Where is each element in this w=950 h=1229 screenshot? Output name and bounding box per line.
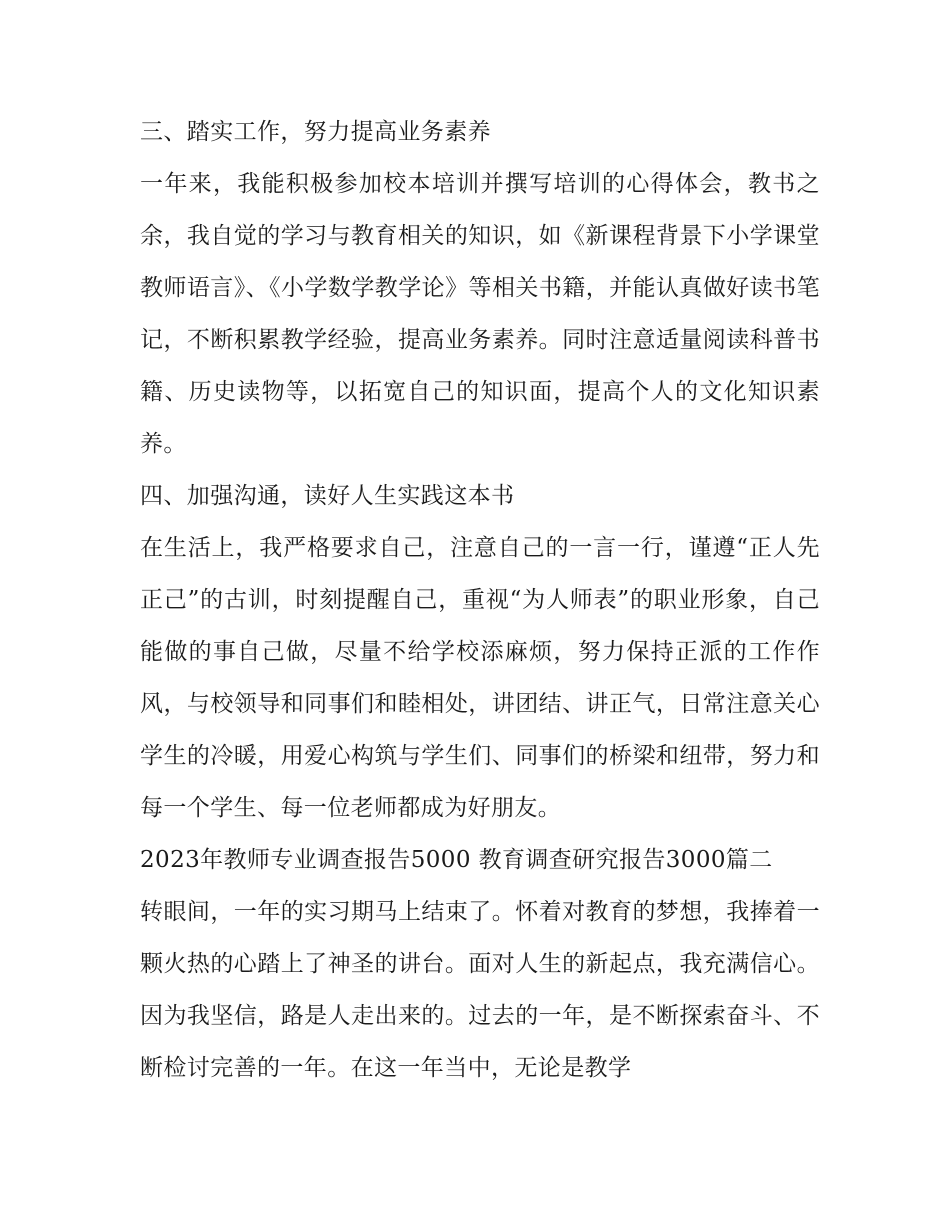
section-heading-3: 三、踏实工作，努力提高业务素养 [140, 119, 491, 145]
document-body [140, 106, 820, 1094]
paragraph-professional-study: 一年来，我能积极参加校本培训并撰写培训的心得体会，教书之余，我自觉的学习与教育相关的知识，如《新课程背景下小学课堂教师语言》、《小学数学教学论》等相关书籍，并能认真做好读书笔记，不断积累教学经验，提高业务素养。同时注意适量阅读科普书籍、历史读物等，以拓宽自己的知识面，提高个人的文化知识素养。 [140, 171, 820, 457]
paragraph-communication: 在生活上，我严格要求自己，注意自己的一言一行，谨遵“正人先正己”的古训，时刻提醒自己，重视“为人师表”的职业形象，自己能做的事自己做，尽量不给学校添麻烦，努力保持正派的工作作风，与校领导和同事们和睦相处，讲团结、讲正气，日常注意关心学生的冷暖，用爱心构筑与学生们、同事们的桥梁和纽带，努力和每一个学生、每一位老师都成为好朋友。 [140, 535, 820, 821]
paragraph-internship-reflection: 转眼间，一年的实习期马上结束了。怀着对教育的梦想，我捧着一颗火热的心踏上了神圣的讲台。面对人生的新起点，我充满信心。因为我坚信，路是人走出来的。过去的一年，是不断探索奋斗、不断检讨完善的一年。在这一年当中，无论是教学 [140, 899, 820, 1081]
section-heading-4: 四、加强沟通，读好人生实践这本书 [140, 483, 515, 509]
report-title-part-two: 2023年教师专业调查报告5000 教育调查研究报告3000篇二 [140, 847, 773, 873]
